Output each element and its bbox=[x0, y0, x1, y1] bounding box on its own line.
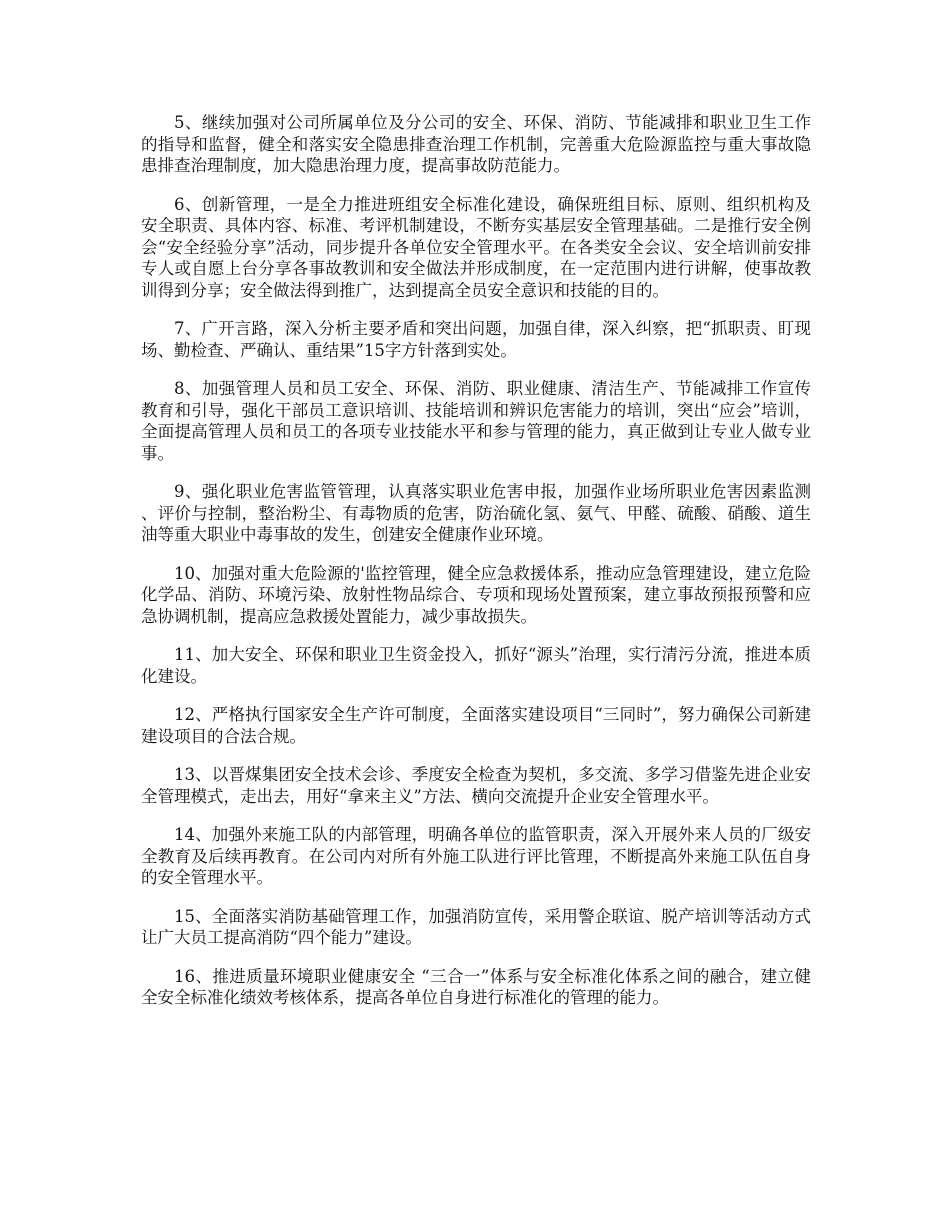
document-body bbox=[141, 112, 811, 1026]
paragraph-item-9: 9、强化职业危害监管管理，认真落实职业危害申报，加强作业场所职业危害因素监测、评价与控制，整治粉尘、有毒物质的危害，防治硫化氢、氨气、甲醛、硫酸、硝酸、道生油等重大职业中毒事故的发生，创建安全健康作业环境。 bbox=[141, 482, 811, 544]
paragraph-item-15: 15、全面落实消防基础管理工作，加强消防宣传，采用警企联谊、脱产培训等活动方式让广大员工提高消防“四个能力”建设。 bbox=[141, 906, 811, 947]
paragraph-item-13: 13、以晋煤集团安全技术会诊、季度安全检查为契机，多交流、多学习借鉴先进企业安全管理模式，走出去，用好“拿来主义”方法、横向交流提升企业安全管理水平。 bbox=[141, 765, 811, 806]
paragraph-item-10: 10、加强对重大危险源的'监控管理，健全应急救援体系，推动应急管理建设，建立危险化学品、消防、环境污染、放射性物品综合、专项和现场处置预案，建立事故预报预警和应急协调机制，提高应急救援处置能力，减少事故损失。 bbox=[141, 563, 811, 626]
paragraph-item-16: 16、推进质量环境职业健康安全 “三合一”体系与安全标准化体系之间的融合，建立健全安全标准化绩效考核体系，提高各单位自身进行标准化的管理的能力。 bbox=[141, 966, 811, 1007]
paragraph-item-11: 11、加大安全、环保和职业卫生资金投入，抓好“源头”治理，实行清污分流，推进本质化建设。 bbox=[141, 645, 811, 686]
paragraph-item-12: 12、严格执行国家安全生产许可制度，全面落实建设项目“三同时”，努力确保公司新建建设项目的合法合规。 bbox=[141, 705, 811, 746]
paragraph-item-6: 6、创新管理，一是全力推进班组安全标准化建设，确保班组目标、原则、组织机构及安全职责、具体内容、标准、考评机制建设，不断夯实基层安全管理基础。二是推行安全例会“安全经验分享”活动，同步提升各单位安全管理水平。在各类安全会议、安全培训前安排专人或自愿上台分享各事故教训和安全做法并形成制度，在一定范围内进行讲解，使事故教训得到分享；安全做法得到推广，达到提高全员安全意识和技能的目的。 bbox=[141, 194, 811, 300]
paragraph-item-8: 8、加强管理人员和员工安全、环保、消防、职业健康、清洁生产、节能减排工作宣传教育和引导，强化干部员工意识培训、技能培训和辨识危害能力的培训，突出“应会”培训，全面提高管理人员和员工的各项专业技能水平和参与管理的能力，真正做到让专业人做专业事。 bbox=[141, 379, 811, 463]
paragraph-item-7: 7、广开言路，深入分析主要矛盾和突出问题，加强自律，深入纠察，把“抓职责、盯现场、勤检查、严确认、重结果”15字方针落到实处。 bbox=[141, 319, 811, 360]
paragraph-item-5: 5、继续加强对公司所属单位及分公司的安全、环保、消防、节能减排和职业卫生工作的指导和监督，健全和落实安全隐患排查治理工作机制，完善重大危险源监控与重大事故隐患排查治理制度，加大隐患治理力度，提高事故防范能力。 bbox=[141, 113, 811, 175]
paragraph-item-14: 14、加强外来施工队的内部管理，明确各单位的监管职责，深入开展外来人员的厂级安全教育及后续再教育。在公司内对所有外施工队进行评比管理，不断提高外来施工队伍自身的安全管理水平。 bbox=[141, 825, 811, 887]
